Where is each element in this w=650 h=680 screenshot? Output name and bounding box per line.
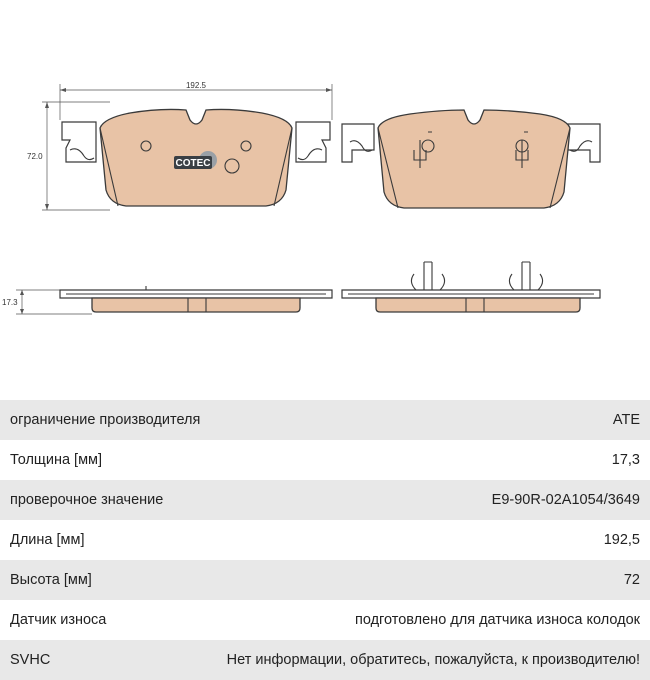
spec-key: SVHC bbox=[10, 652, 51, 668]
right-pad-side-view bbox=[342, 262, 600, 312]
spec-value: подготовлено для датчика износа колодок bbox=[354, 612, 640, 628]
length-dimension bbox=[60, 81, 332, 120]
spec-key: Датчик износа bbox=[10, 612, 107, 628]
spec-key: проверочное значение bbox=[10, 492, 164, 508]
spec-value: E9-90R-02A1054/3649 bbox=[491, 492, 640, 508]
spec-key: Длина [мм] bbox=[10, 532, 85, 548]
spec-row bbox=[0, 520, 650, 560]
spec-key: Толщина [мм] bbox=[10, 452, 103, 468]
height-dimension-label: 72.0 bbox=[27, 152, 43, 161]
right-pad-front-view bbox=[342, 110, 600, 208]
spec-row bbox=[0, 600, 650, 640]
spec-row bbox=[0, 640, 650, 680]
spec-key: ограничение производителя bbox=[10, 412, 201, 428]
spec-row bbox=[0, 480, 650, 520]
spec-value: ATE bbox=[612, 412, 640, 428]
logo-text: COTEC bbox=[175, 158, 211, 169]
spec-key: Высота [мм] bbox=[10, 572, 92, 588]
spec-row bbox=[0, 400, 650, 440]
spec-row bbox=[0, 440, 650, 480]
length-dimension-label: 192.5 bbox=[185, 81, 207, 90]
specifications-table bbox=[0, 400, 650, 680]
spec-value: Нет информации, обратитесь, пожалуйста, к производителю! bbox=[226, 652, 640, 668]
thickness-dimension-label: 17.3 bbox=[2, 298, 18, 307]
spec-value: 72 bbox=[623, 572, 640, 588]
left-pad-side-view bbox=[60, 286, 332, 312]
spec-value: 17,3 bbox=[611, 452, 640, 468]
spec-row bbox=[0, 560, 650, 600]
left-pad-front-view bbox=[62, 109, 330, 206]
spec-value: 192,5 bbox=[603, 532, 640, 548]
